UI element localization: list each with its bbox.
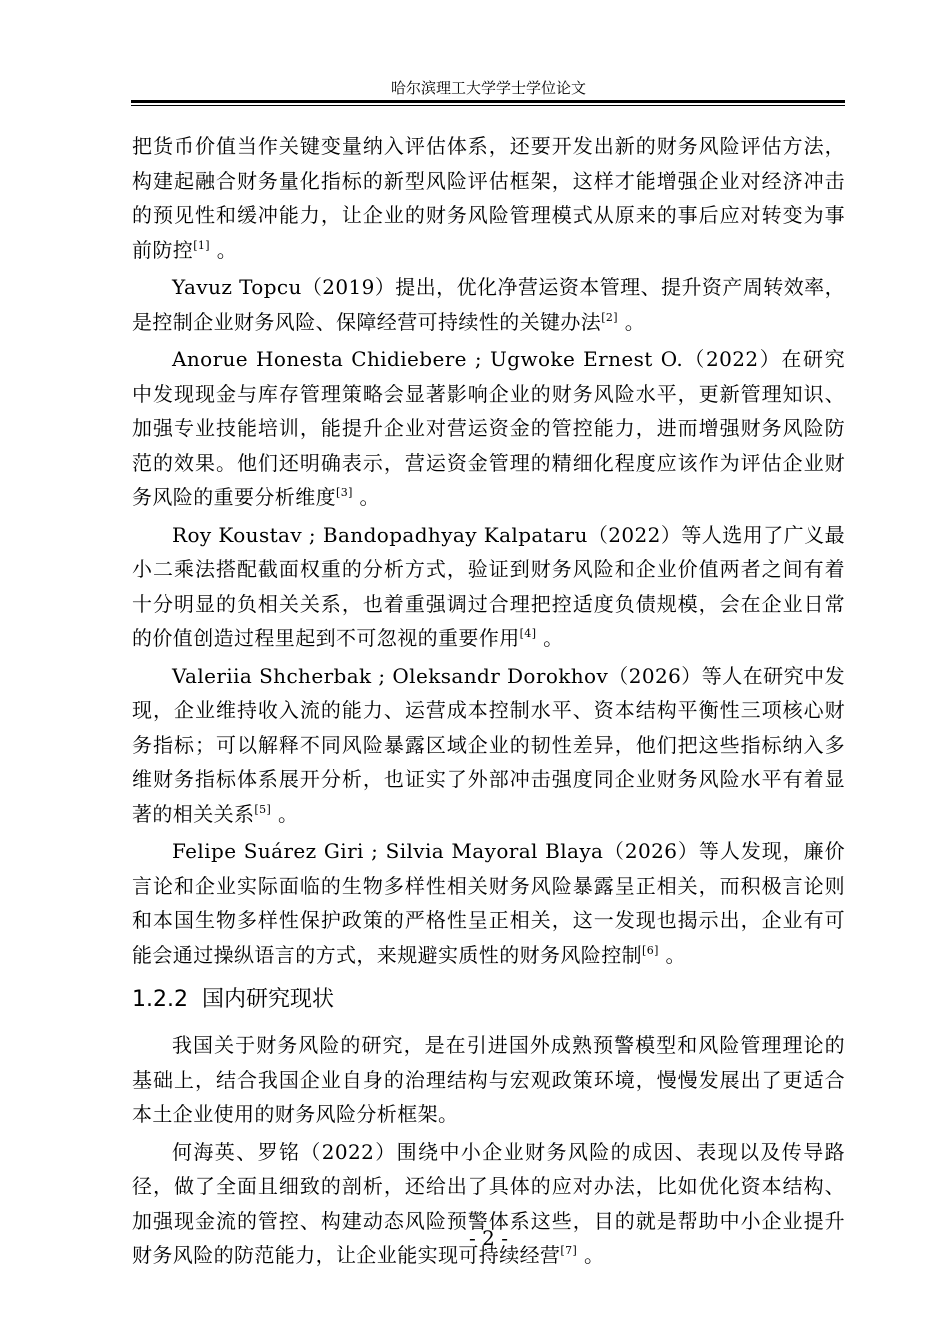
citation: [3] [336,486,353,499]
section-heading [132,986,845,1014]
citation: [5] [254,802,272,816]
citation: [2] [601,310,618,324]
paragraph: Valeriia Shcherbak ; Oleksandr Dorokhov（2026）等人在研究中发现，企业维持收入流的能力、运营成本控制水平、资本结构平衡性三项核心财务指标；可以解释不同风险暴露区域企业的韧性差异，他们把这些指标纳入多维财务指标体系展开分析，也证实了外部冲击强度同企业财务风险水平有着显著的相关关系[5] 。 [132,663,845,826]
citation: [6] [642,943,659,957]
paragraph: Roy Koustav ; Bandopadhyay Kalpataru（2022）等人选用了广义最小二乘法搭配截面权重的分析方式，验证到财务风险和企业价值两者之间有着十分明显的负相关关系，也着重强调过合理把控适度负债规模，会在企业日常的价值创造过程里起到不可忽视的重要作用[4] 。 [132,522,845,650]
paragraph: Yavuz Topcu（2019）提出，优化净营运资本管理、提升资产周转效率，是控制企业财务风险、保障经营可持续性的关键办法[2] 。 [132,275,845,334]
paragraph: 我国关于财务风险的研究，是在引进国外成熟预警模型和风险管理理论的基础上，结合我国企业自身的治理结构与宏观政策环境，慢慢发展出了更适合本土企业使用的财务风险分析框架。 [132,1033,845,1126]
citation: [4] [519,627,537,640]
paragraph: 把货币价值当作关键变量纳入评估体系，还要开发出新的财务风险评估方法，构建起融合财务量化指标的新型风险评估框架，这样才能增强企业对经济冲击的预见性和缓冲能力，让企业的财务风险管理模式从原来的事后应对转变为事前防控[1] 。 [132,134,845,262]
header-rule-thick [131,100,845,103]
header-rule-thin [131,105,845,106]
citation: [1] [193,238,210,252]
section-title: 国内研究现状 [201,987,334,1012]
paragraph: Anorue Honesta Chidiebere ; Ugwoke Ernest O.（2022）在研究中发现现金与库存管理策略会显著影响企业的财务风险水平，更新管理知识、加强专业技能培训，能提升企业对营运资金的管控能力，进而增强财务风险防范的效果。他们还明确表示，营运资金管理的精细化程度应该作为评估企业财务风险的重要分析维度[3] 。 [132,347,845,509]
citation: [7] [560,1244,578,1257]
running-header: 哈尔滨理工大学学士学位论文 [390,79,586,97]
paragraph: Felipe Suárez Giri ; Silvia Mayoral Blaya（2026）等人发现，廉价言论和企业实际面临的生物多样性相关财务风险暴露呈正相关，而积极言论则和本国生物多样性保护政策的严格性呈正相关，这一发现也揭示出，企业有可能会通过操纵语言的方式，来规避实质性的财务风险控制[6] 。 [132,839,845,967]
section-number: 1.2.2 [132,987,188,1012]
page-body [132,129,845,1273]
page-number: - 2 - [469,1226,508,1250]
paragraph: 何海英、罗铭（2022）围绕中小企业财务风险的成因、表现以及传导路径，做了全面且细致的剖析，还给出了具体的应对办法，比如优化资本结构、加强现金流的管控、构建动态风险预警体系这些，目的就是帮助中小企业提升财务风险的防范能力，让企业能实现可持续经营[7] 。 [132,1139,845,1267]
